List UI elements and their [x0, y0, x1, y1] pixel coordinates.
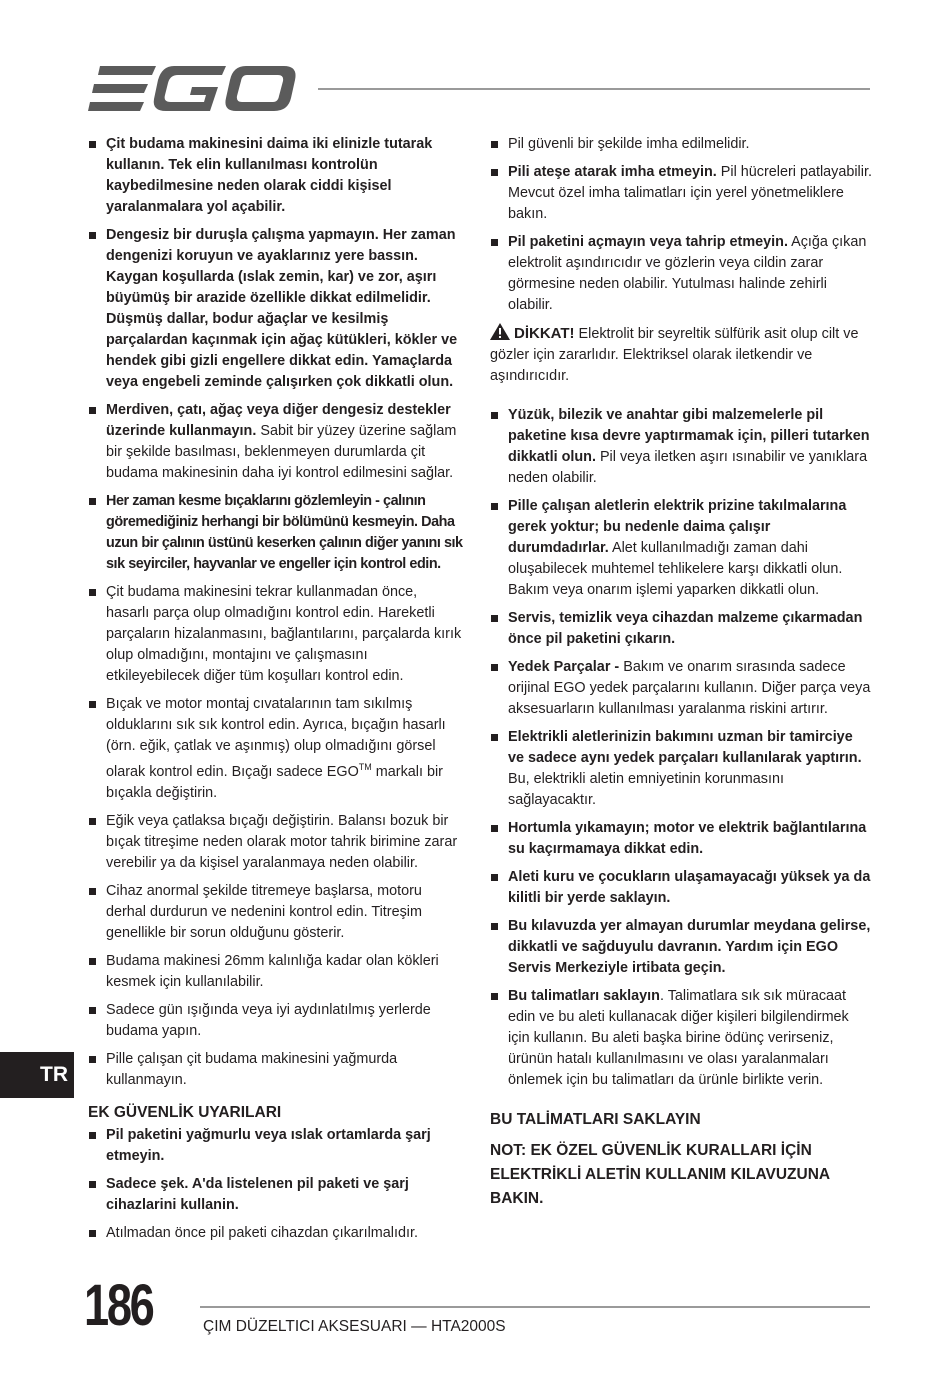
header-rule: [318, 88, 870, 90]
list-item: Aleti kuru ve çocukların ulaşamayacağı yüksek ya da kilitli bir yerde saklayın.: [490, 867, 872, 909]
bullet-icon: [89, 407, 96, 414]
list-item: Bu talimatları saklayın. Talimatlara sık sık müracaat edin ve bu aleti kullanacak diğer kişileri bilgilendirmek için kullanın. Bu aleti başka birine ödünç verirseniz, ürünün hatalı kullanılmasını ve olası yaralanmaları önlemek için bu talimatları da ürünle birlikte verin.: [490, 986, 872, 1091]
trademark: TM: [358, 762, 372, 772]
list-item: Pili ateşe atarak imha etmeyin. Pil hücreleri patlayabilir. Mevcut özel imha talimatları için yerel yönetmeliklere bakın.: [490, 162, 872, 225]
page-number: 186: [84, 1273, 153, 1338]
list-item: Dengesiz bir duruşla çalışma yapmayın. Her zaman dengenizi koruyun ve ayaklarınız yere bassın. Kaygan koşullarda (ıslak zemin, kar) ve zor, aşırı büyümüş bir arazide özellikle dikkat edilmelidir. Düşmüş dallar, bodur ağaçlar ve kesilmiş parçalardan kaçınmak için ağaç kütükleri, kökler ve hendek gibi gizli engellere dikkat edin. Yamaçlarda veya engebeli zeminde çalışırken çok dikkatli olun.: [88, 225, 464, 393]
bullet-icon: [491, 664, 498, 671]
bullet-icon: [89, 141, 96, 148]
list-item: Yüzük, bilezik ve anahtar gibi malzemelerle pil paketine kısa devre yaptırmamak için, pilleri tutarken dikkatli olun. Pil veya iletken aşırı ısınabilir ve yanıklara neden olabilir.: [490, 405, 872, 489]
bullet-icon: [89, 1056, 96, 1063]
bullet-icon: [491, 734, 498, 741]
note-text: NOT: EK ÖZEL GÜVENLİK KURALLARI İÇİN ELEKTRİKLİ ALETİN KULLANIM KILAVUZUNA BAKIN.: [490, 1142, 830, 1207]
list-item: Çit budama makinesini daima iki elinizle tutarak kullanın. Tek elin kullanılması kontrolün kaybedilmesine neden olarak ciddi kişisel yaralanmalara yol açabilir.: [88, 134, 464, 218]
list-item: Hortumla yıkamayın; motor ve elektrik bağlantılarına su kaçırmamaya dikkat edin.: [490, 818, 872, 860]
list-item: Sadece şek. A'da listelenen pil paketi ve şarj cihazlarini kullanin.: [88, 1174, 464, 1216]
list-item: Pil güvenli bir şekilde imha edilmelidir.: [490, 134, 872, 155]
list-item: Pille çalışan çit budama makinesini yağmurda kullanmayın.: [88, 1049, 464, 1091]
bullet-icon: [491, 993, 498, 1000]
list-item: Merdiven, çatı, ağaç veya diğer dengesiz destekler üzerinde kullanmayın. Sabit bir yüzey üzerine sağlam bir şekilde basılması, beklenmeyen durumlarda çit budama makinesinin daha iyi kontrol edilmesini sağlar.: [88, 400, 464, 484]
list-item: Çit budama makinesini tekrar kullanmadan önce, hasarlı parça olup olmadığını kontrol edin. Hareketli parçaların hizalanmasını, bağlantılarını, parçalarda kırık olup olmadığını, montajını ve çalışmasını etkileyebilecek diğer tüm koşulları kontrol edin.: [88, 582, 464, 687]
bullet-icon: [89, 818, 96, 825]
bullet-icon: [491, 412, 498, 419]
bullet-icon: [89, 498, 96, 505]
footer-rule: [200, 1306, 870, 1308]
list-item: Pil paketini yağmurlu veya ıslak ortamlarda şarj etmeyin.: [88, 1125, 464, 1167]
warning-paragraph: DİKKAT! Elektrolit bir seyreltik sülfürik asit olup cilt ve gözler için zararlıdır. Elektriksel olarak iletkendir ve aşındırıcıdır.: [490, 325, 859, 384]
bullet-icon: [89, 888, 96, 895]
list-item: Pil paketini açmayın veya tahrip etmeyin. Açığa çıkan elektrolit aşındırıcıdır ve gözlerin veya cildin zarar görmesine neden olabilir. Yutulması halinde zehirli olabilir.: [490, 232, 872, 316]
save-instructions-heading: BU TALİMATLARI SAKLAYIN: [490, 1111, 701, 1128]
bullet-icon: [89, 1230, 96, 1237]
bullet-icon: [491, 503, 498, 510]
bullet-icon: [491, 615, 498, 622]
list-item: Bıçak ve motor montaj cıvatalarının tam sıkılmış olduklarını sık sık kontrol edin. Ayrıca, bıçağın hasarlı (örn. eğik, çatlak ve aşınmış) olup olmadığını görsel olarak kontrol edin. Bıçağı sadece EGO™ markalı bir bıçakla değiştirin.: [88, 694, 464, 804]
bullet-icon: [491, 874, 498, 881]
bullet-icon: [491, 239, 498, 246]
list-item: Pille çalışan aletlerin elektrik prizine takılmalarına gerek yoktur; bu nedenle daima çalışır durumdadırlar. Alet kullanılmadığı zaman dahi oluşabilecek muhtemel tehlikelere karşı dikkatli olun. Bakım veya onarım işlemi yaparken dikkatli olun.: [490, 496, 872, 601]
bullet-icon: [491, 141, 498, 148]
bullet-icon: [89, 589, 96, 596]
language-tab: TR: [0, 1052, 74, 1098]
bullet-icon: [89, 1132, 96, 1139]
list-item: Servis, temizlik veya cihazdan malzeme çıkarmadan önce pil paketini çıkarın.: [490, 608, 872, 650]
section-title: EK GÜVENLİK UYARILARI: [88, 1103, 282, 1121]
list-item: Her zaman kesme bıçaklarını gözlemleyin - çalının göremediğiniz herhangi bir bölümünü kesmeyin. Daha uzun bir çalının üstünü keserken çalının diğer yanını sık sık seyirciler, hayvanlar ve engeller için kontrol edin.: [88, 491, 464, 575]
list-item: Eğik veya çatlaksa bıçağı değiştirin. Balansı bozuk bir bıçak titreşime neden olarak motor tahrik birimine zarar verebilir ya da kişisel yaralanmaya neden olabilir.: [88, 811, 464, 874]
bullet-icon: [89, 1007, 96, 1014]
list-item: Budama makinesi 26mm kalınlığa kadar olan kökleri kesmek için kullanılabilir.: [88, 951, 464, 993]
logo-text: EGO: [86, 64, 89, 65]
list-item: Cihaz anormal şekilde titremeye başlarsa, motoru derhal durdurun ve nedenini kontrol edin. Titreşim genellikle bir sorun olduğunu gösterir.: [88, 881, 464, 944]
bullet-icon: [491, 169, 498, 176]
bullet-icon: [89, 958, 96, 965]
ego-logo: [86, 64, 298, 114]
list-item: Yedek Parçalar - Bakım ve onarım sırasında sadece orijinal EGO yedek parçalarını kullanın. Diğer parça veya aksesuarların kullanılması yaralanma riskini artırır.: [490, 657, 872, 720]
bullet-icon: [89, 1181, 96, 1188]
footer-title: ÇIM DÜZELTICI AKSESUARI — HTA2000S: [203, 1318, 506, 1335]
list-item: Elektrikli aletlerinizin bakımını uzman bir tamirciye ve sadece aynı yedek parçaları kullanılarak yaptırın. Bu, elektrikli aletin emniyetinin korunmasını sağlayacaktır.: [490, 727, 872, 811]
bullet-icon: [491, 825, 498, 832]
bullet-icon: [89, 232, 96, 239]
list-item: Sadece gün ışığında veya iyi aydınlatılmış yerlerde budama yapın.: [88, 1000, 464, 1042]
bullet-icon: [89, 701, 96, 708]
warning-triangle-icon: [490, 323, 510, 340]
right-column: [490, 134, 872, 1211]
list-item: Atılmadan önce pil paketi cihazdan çıkarılmalıdır.: [88, 1223, 464, 1244]
bullet-icon: [491, 923, 498, 930]
left-column: [88, 134, 464, 1251]
warning-label: DİKKAT!: [514, 325, 575, 342]
list-item: Bu kılavuzda yer almayan durumlar meydana gelirse, dikkatli ve sağduyulu davranın. Yardım için EGO Servis Merkeziyle irtibata geçin.: [490, 916, 872, 979]
